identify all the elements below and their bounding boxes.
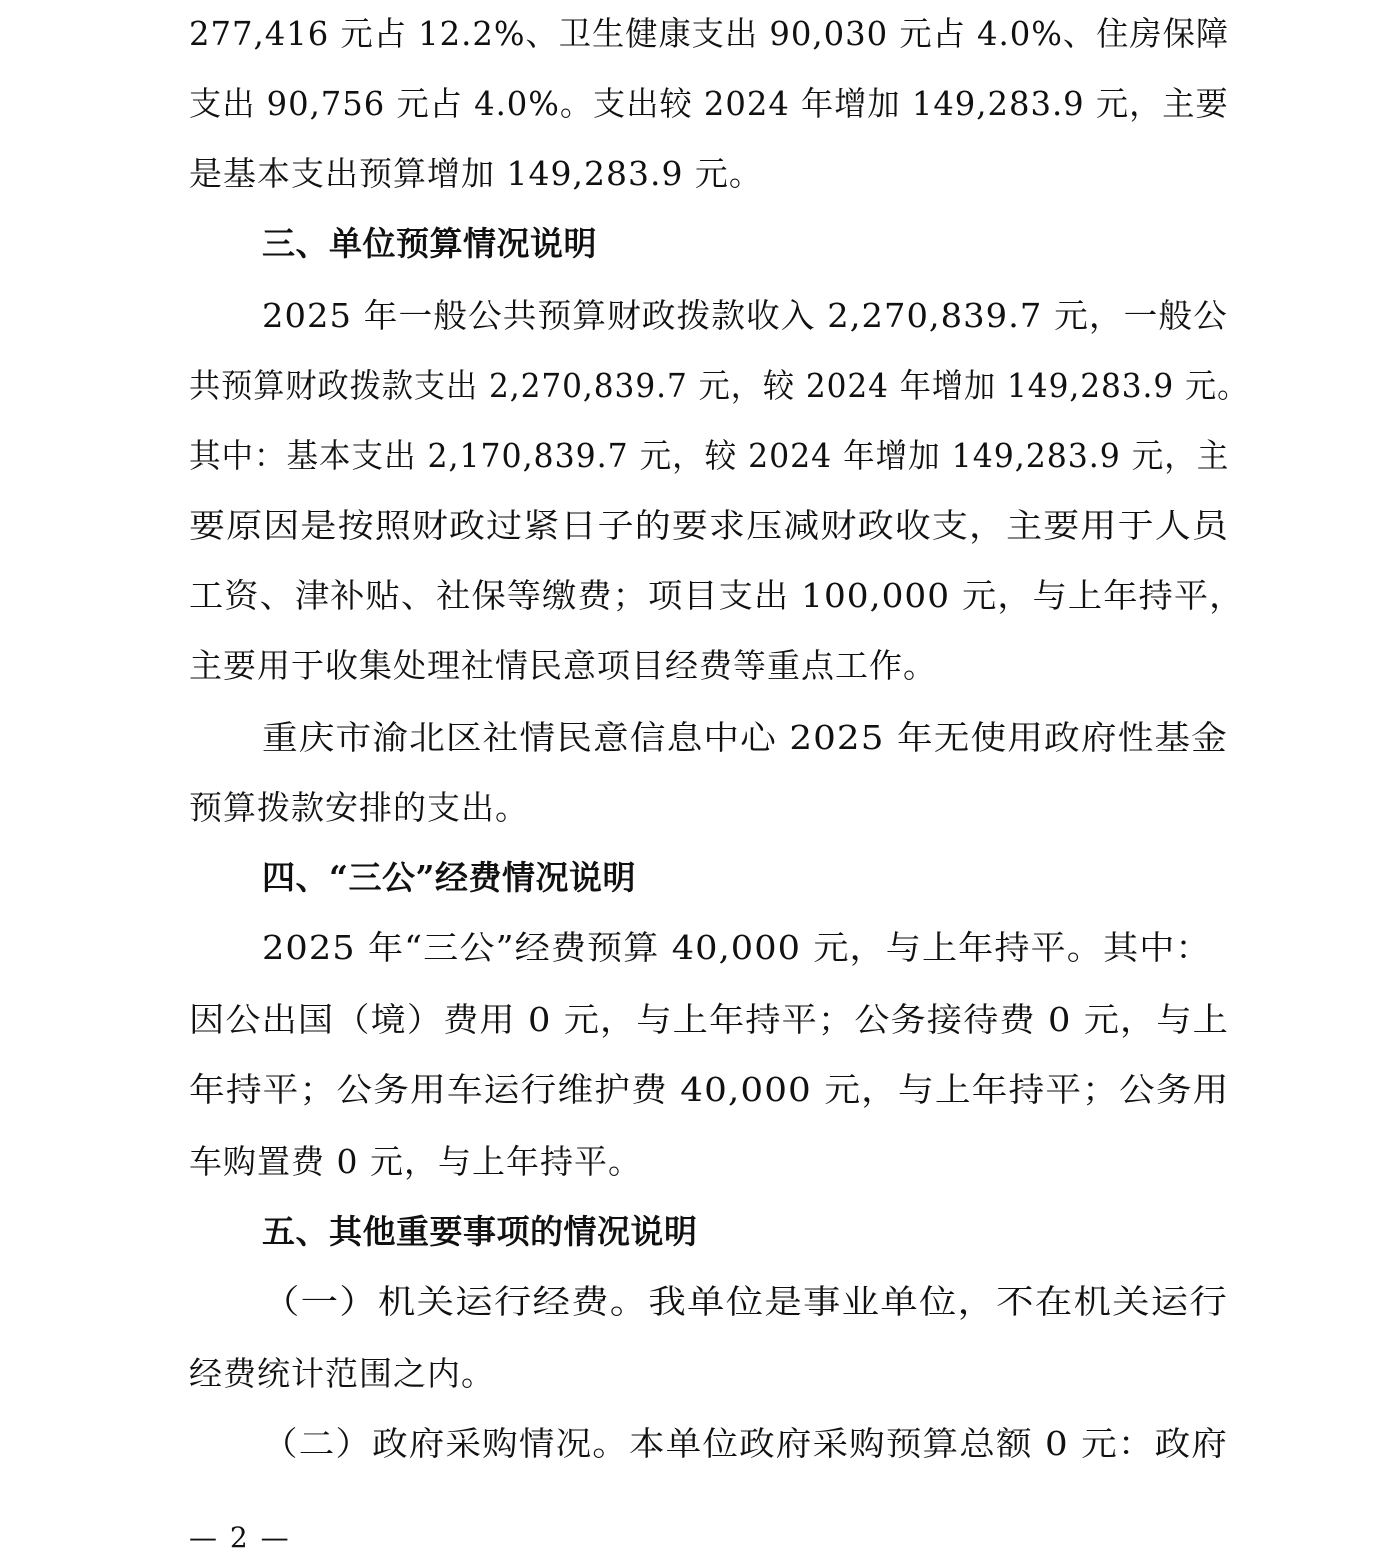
text-line: 年持平；公务用车运行维护费 40,000 元，与上年持平；公务用 — [189, 1070, 1230, 1109]
text-line: 重庆市渝北区社情民意信息中心 2025 年无使用政府性基金 — [262, 718, 1228, 757]
text-line: 主要用于收集处理社情民意项目经费等重点工作。 — [189, 646, 937, 685]
text-line: 是基本支出预算增加 149,283.9 元。 — [189, 154, 763, 193]
text-line: 其中：基本支出 2,170,839.7 元，较 2024 年增加 149,283.9 元，主 — [189, 436, 1230, 475]
text-line: 277,416 元占 12.2%、卫生健康支出 90,030 元占 4.0%、住房保障 — [189, 14, 1230, 53]
text-line: （一）机关运行经费。我单位是事业单位，不在机关运行 — [262, 1282, 1228, 1321]
text-line: 2025 年“三公”经费预算 40,000 元，与上年持平。其中： — [262, 928, 1212, 967]
section-heading: 三、单位预算情况说明 — [262, 224, 597, 263]
text-line: 因公出国（境）费用 0 元，与上年持平；公务接待费 0 元，与上 — [189, 1000, 1229, 1039]
text-line: （二）政府采购情况。本单位政府采购预算总额 0 元：政府 — [262, 1424, 1228, 1463]
text-line: 共预算财政拨款支出 2,270,839.7 元，较 2024 年增加 149,283.9 元。 — [189, 366, 1250, 405]
section-heading: 五、其他重要事项的情况说明 — [262, 1212, 698, 1251]
text-line: 工资、津补贴、社保等缴费；项目支出 100,000 元，与上年持平， — [189, 576, 1245, 615]
text-line: 预算拨款安排的支出。 — [189, 788, 529, 827]
text-line: 2025 年一般公共预算财政拨款收入 2,270,839.7 元，一般公 — [262, 296, 1228, 335]
text-line: 经费统计范围之内。 — [189, 1354, 495, 1393]
page-number: — 2 — — [189, 1521, 291, 1554]
text-line: 支出 90,756 元占 4.0%。支出较 2024 年增加 149,283.9 元，主要 — [189, 84, 1229, 123]
text-line: 车购置费 0 元，与上年持平。 — [189, 1142, 642, 1181]
section-heading: 四、“三公”经费情况说明 — [262, 858, 636, 897]
text-line: 要原因是按照财政过紧日子的要求压减财政收支，主要用于人员 — [189, 506, 1229, 545]
